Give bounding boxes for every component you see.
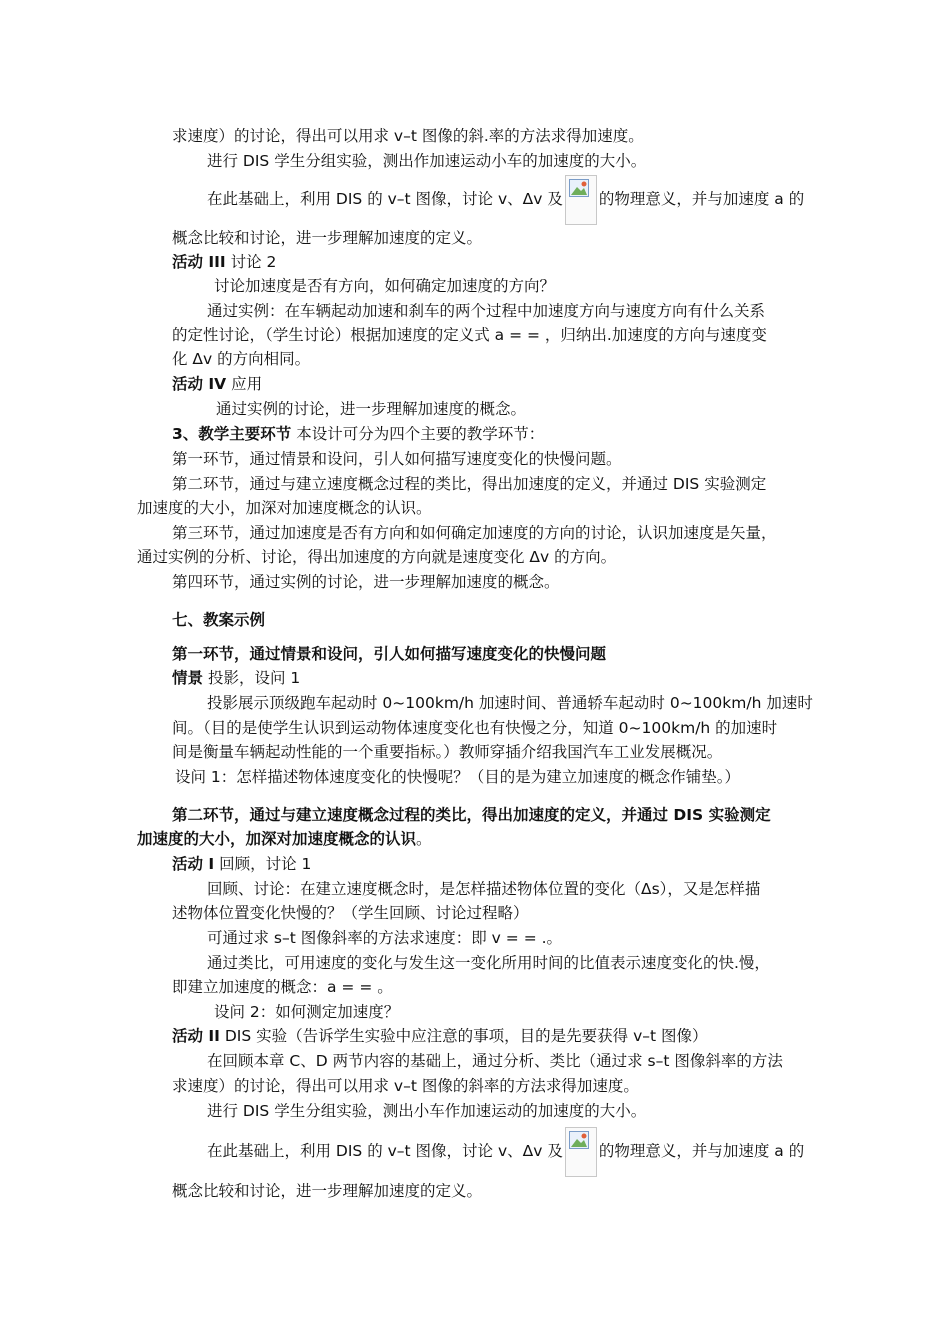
paragraph-line: 投影展示顶级跑车起动时 0~100km/h 加速时间、普通轿车起动时 0~100km/h 加速时 bbox=[207, 694, 813, 712]
paragraph-line: 回顾、讨论：在建立速度概念时，是怎样描述物体位置的变化（Δs），又是怎样描 bbox=[207, 880, 761, 898]
section-title: 第一环节，通过情景和设问，引人如何描写速度变化的快慢问题 bbox=[172, 645, 607, 663]
section-heading: 活动 III 讨论 2 bbox=[172, 253, 277, 271]
paragraph-line: 在此基础上，利用 DIS 的 v–t 图像，讨论 v、Δv 及 的物理意义，并与加速度 a 的 bbox=[207, 174, 804, 225]
paragraph-line: 概念比较和讨论，进一步理解加速度的定义。 bbox=[172, 229, 483, 247]
paragraph-line: 加速度的大小，加深对加速度概念的认识。 bbox=[137, 499, 432, 517]
paragraph-line: 第二环节，通过与建立速度概念过程的类比，得出加速度的定义，并通过 DIS 实验测定 bbox=[172, 475, 767, 493]
section-title: 七、教案示例 bbox=[172, 611, 266, 629]
paragraph-line: 即建立加速度的概念：a = = 。 bbox=[172, 978, 393, 996]
section-heading: 情景 投影，设问 1 bbox=[172, 669, 301, 687]
paragraph-line: 的定性讨论，（学生讨论）根据加速度的定义式 a = = ，归纳出.加速度的方向与速度变 bbox=[172, 326, 767, 344]
paragraph-line: 在回顾本章 C、D 两节内容的基础上，通过分析、类比（通过求 s–t 图像斜率的方法 bbox=[207, 1052, 783, 1070]
paragraph-line: 述物体位置变化快慢的？（学生回顾、讨论过程略） bbox=[172, 904, 529, 922]
section-heading: 活动 IV 应用 bbox=[172, 375, 263, 393]
paragraph-line: 设问 2：如何测定加速度？ bbox=[214, 1003, 400, 1021]
section-heading: 活动 I 回顾，讨论 1 bbox=[172, 855, 312, 873]
paragraph-line: 讨论加速度是否有方向，如何确定加速度的方向？ bbox=[214, 277, 556, 295]
paragraph-line: 间。（目的是使学生认识到运动物体速度变化也有快慢之分，知道 0~100km/h 的加速时 bbox=[172, 719, 778, 737]
paragraph-line: 通过实例：在车辆起动加速和刹车的两个过程中加速度方向与速度方向有什么关系 bbox=[207, 302, 766, 320]
paragraph-line: 通过类比，可用速度的变化与发生这一变化所用时间的比值表示速度变化的快.慢， bbox=[207, 954, 770, 972]
paragraph-line: 概念比较和讨论，进一步理解加速度的定义。 bbox=[172, 1182, 483, 1200]
paragraph-line: 通过实例的讨论，进一步理解加速度的概念。 bbox=[216, 400, 527, 418]
paragraph-line: 间是衡量车辆起动性能的一个重要指标。）教师穿插介绍我国汽车工业发展概况。 bbox=[172, 743, 723, 761]
paragraph-line: 通过实例的分析、讨论，得出加速度的方向就是速度变化 Δv 的方向。 bbox=[137, 548, 617, 566]
paragraph-line: 可通过求 s–t 图像斜率的方法求速度：即 v = = .。 bbox=[207, 929, 563, 947]
paragraph-line: 在此基础上，利用 DIS 的 v–t 图像，讨论 v、Δv 及 的物理意义，并与加速度 a 的 bbox=[207, 1126, 804, 1177]
paragraph-line: 求速度）的讨论，得出可以用求 v–t 图像的斜率的方法求得加速度。 bbox=[172, 1077, 639, 1095]
paragraph-line: 第四环节，通过实例的讨论，进一步理解加速度的概念。 bbox=[172, 573, 560, 591]
section-heading: 活动 II DIS 实验（告诉学生实验中应注意的事项，目的是先要获得 v–t 图像） bbox=[172, 1027, 708, 1045]
section-heading: 3、教学主要环节 本设计可分为四个主要的教学环节： bbox=[172, 425, 545, 443]
section-title: 第二环节，通过与建立速度概念过程的类比，得出加速度的定义，并通过 DIS 实验测定 bbox=[172, 806, 771, 824]
paragraph-line: 设问 1：怎样描述物体速度变化的快慢呢？（目的是为建立加速度的概念作铺垫。） bbox=[175, 768, 741, 786]
paragraph-line: 进行 DIS 学生分组实验，测出作加速运动小车的加速度的大小。 bbox=[207, 152, 647, 170]
paragraph-line: 化 Δv 的方向相同。 bbox=[172, 350, 311, 368]
paragraph-line: 第一环节，通过情景和设问，引人如何描写速度变化的快慢问题。 bbox=[172, 450, 622, 468]
paragraph-line: 第三环节，通过加速度是否有方向和如何确定加速度的方向的讨论，认识加速度是矢量， bbox=[172, 524, 777, 542]
broken-image-icon bbox=[565, 175, 597, 225]
section-title: 加速度的大小，加深对加速度概念的认识。 bbox=[137, 830, 432, 848]
broken-image-icon bbox=[565, 1127, 597, 1177]
paragraph-line: 进行 DIS 学生分组实验，测出小车作加速运动的加速度的大小。 bbox=[207, 1102, 647, 1120]
paragraph-line: 求速度）的讨论，得出可以用求 v–t 图像的斜.率的方法求得加速度。 bbox=[172, 127, 644, 145]
